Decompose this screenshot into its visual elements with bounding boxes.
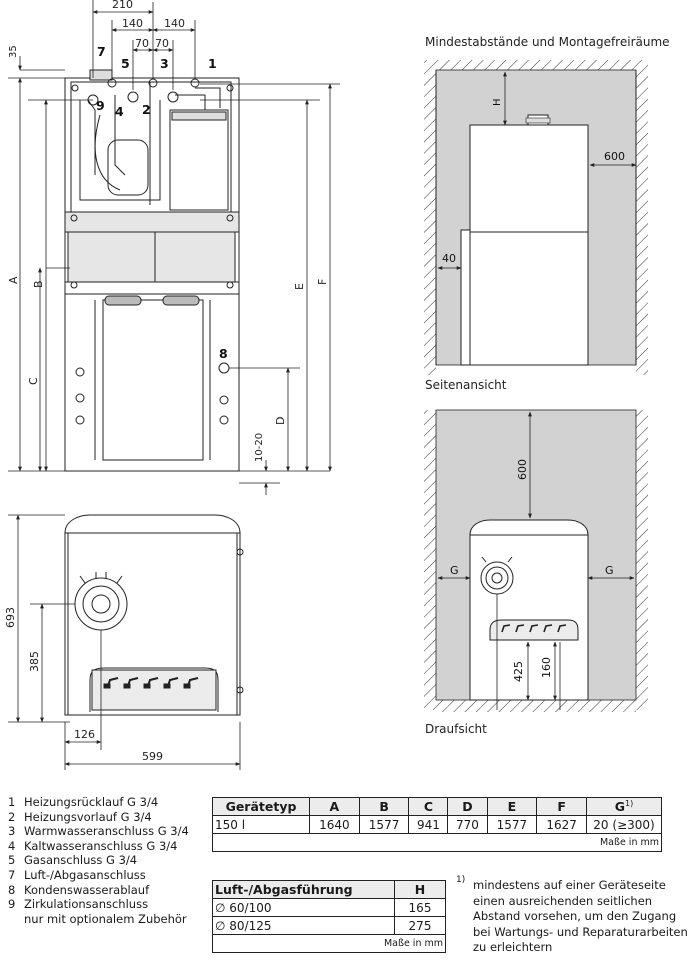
units-note: Maße in mm [213, 935, 446, 953]
footnote-line: zu erleichtern [473, 940, 553, 954]
col-header: A [310, 798, 360, 816]
dim-599: 599 [142, 750, 163, 763]
legend-item: 3 Warmwasseranschluss G 3/4 [8, 824, 189, 839]
col-header: E [487, 798, 537, 816]
front-view [65, 70, 239, 471]
table-cell: 275 [395, 917, 446, 935]
footnote-line: Abstand vorsehen, um den Zugang [473, 909, 677, 923]
legend-item: nur mit optionalem Zubehör [24, 911, 187, 926]
table-row [213, 917, 446, 935]
plan-view [424, 410, 648, 712]
col-header-g: $G^{1)}$ [587, 798, 662, 816]
dim-693: 693 [4, 607, 17, 628]
legend-item: 1 Heizungsrücklauf G 3/4 [8, 795, 159, 809]
side-dim-600: 600 [604, 150, 625, 163]
legend-item: 8 Kondenswasserablauf [8, 882, 150, 897]
table-cell: 1577 [487, 816, 537, 834]
table-cell: 1627 [537, 816, 587, 834]
dim-D: D [274, 416, 287, 425]
plan-g-right: G [605, 564, 614, 577]
table-row [213, 899, 446, 917]
plan-dim-425: 425 [512, 661, 525, 682]
dim-140a: 140 [122, 17, 143, 30]
footnote-line: einen ausreichenden seitlichen [473, 893, 653, 908]
footnote-marker: 1) [456, 875, 466, 885]
callout-4: 4 [115, 104, 124, 119]
dim-B: B [32, 280, 45, 288]
table-cell: ∅ 60/100 [213, 899, 395, 917]
col-header: Luft-/Abgasführung [213, 881, 395, 899]
table-footer-row [213, 935, 446, 953]
legend-item: 7 Luft-/Abgasanschluss [8, 867, 146, 882]
side-view-heading: Mindestabstände und Montagefreiräume [425, 35, 670, 49]
col-header: H [395, 881, 446, 899]
callout-9: 9 [96, 98, 105, 113]
dim-E: E [293, 283, 306, 290]
side-view-caption: Seitenansicht [425, 378, 507, 392]
table-cell: 165 [395, 899, 446, 917]
side-h-label: H [492, 98, 503, 106]
side-dim-40: 40 [442, 252, 456, 265]
dim-F: F [316, 278, 329, 285]
callout-7: 7 [97, 44, 106, 59]
legend-item: 4 Kaltwasseranschluss G 3/4 [8, 838, 178, 853]
callout-5: 5 [121, 56, 130, 71]
table-cell: 1640 [310, 816, 360, 834]
callout-3: 3 [160, 56, 169, 71]
device-dimensions-table [212, 797, 662, 852]
col-header: F [537, 798, 587, 816]
dim-C: C [27, 377, 40, 385]
col-header: C [409, 798, 448, 816]
dim-10-20: 10-20 [254, 432, 265, 462]
callout-8: 8 [219, 346, 228, 361]
legend-item: 5 Gasanschluss G 3/4 [8, 853, 138, 868]
table-header-row [213, 798, 662, 816]
plan-dim-160: 160 [540, 657, 553, 678]
dim-70a: 70 [135, 37, 149, 50]
legend-item: 2 Heizungsvorlauf G 3/4 [8, 809, 152, 824]
plan-view-caption: Draufsicht [425, 722, 487, 736]
units-note: Maße in mm [213, 834, 662, 852]
dim-210: 210 [112, 0, 133, 11]
plan-g-left: G [450, 564, 459, 577]
col-header: B [359, 798, 409, 816]
footnote-line: bei Wartungs- und Reparaturarbeiten [473, 924, 688, 939]
dim-70b: 70 [155, 37, 169, 50]
flue-table [212, 880, 446, 953]
callout-2: 2 [142, 102, 151, 117]
table-cell: ∅ 80/125 [213, 917, 395, 935]
col-header: Gerätetyp [213, 798, 310, 816]
callout-1: 1 [208, 56, 217, 71]
table-cell: 1577 [359, 816, 409, 834]
dim-385: 385 [28, 651, 41, 672]
table-cell: 770 [448, 816, 487, 834]
table-footer-row [213, 834, 662, 852]
footnote-line: mindestens auf einer Geräteseite [473, 878, 666, 892]
table-row [213, 816, 662, 834]
col-header: D [448, 798, 487, 816]
table-header-row [213, 881, 446, 899]
dim-A: A [7, 276, 20, 284]
legend-item: 9 Zirkulationsanschluss [8, 897, 149, 912]
connection-legend [8, 795, 189, 926]
top-view [65, 515, 243, 715]
table-cell: 941 [409, 816, 448, 834]
side-view [424, 60, 648, 375]
table-cell: 20 (≥300) [587, 816, 662, 834]
footnote [456, 875, 688, 956]
table-cell: 150 l [213, 816, 310, 834]
dim-126: 126 [74, 728, 95, 741]
dim-140b: 140 [164, 17, 185, 30]
dim-35: 35 [8, 45, 19, 58]
plan-dim-600: 600 [516, 459, 529, 480]
